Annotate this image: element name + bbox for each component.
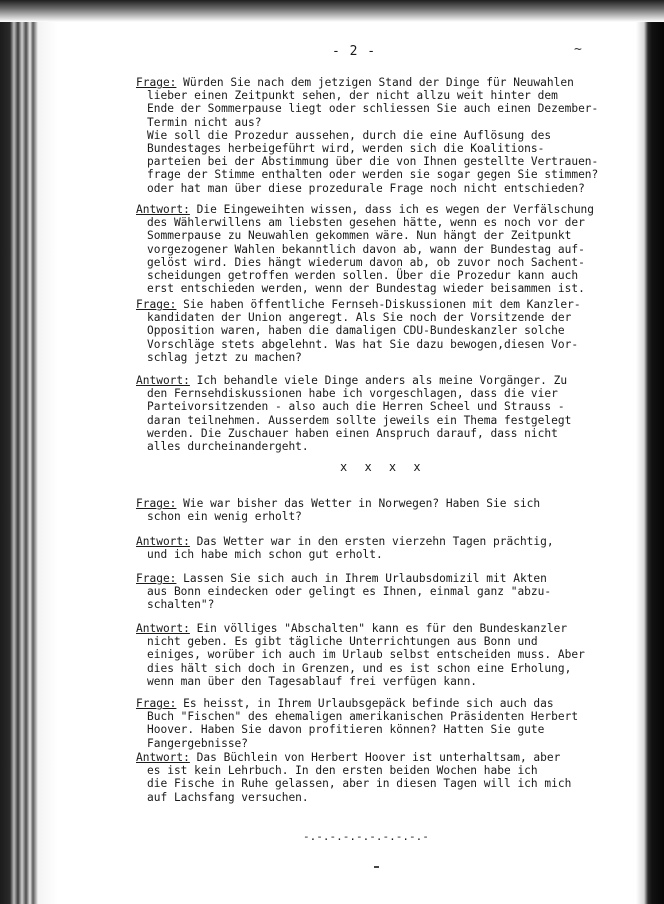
end-marker: -.-.-.-.-.-.-.-.-.- (303, 830, 429, 843)
line-text: aus Bonn eindecken oder gelingt es Ihnen, einmal ganz "abzu- (147, 585, 552, 599)
text-line (138, 216, 638, 229)
question-block (138, 298, 638, 364)
scan-border-right (636, 0, 664, 904)
text-line (138, 585, 638, 598)
line-text: Hoover. Haben Sie davon profitieren können? Hatten Sie gute (147, 723, 545, 737)
line-text: vorgezogener Wahlen bekanntlich davon ab, wann der Bundestag auf- (147, 242, 585, 256)
corner-mark: ~ (574, 42, 582, 57)
line-text: Parteivorsitzenden - also auch die Herren Scheel und Strauss - (147, 400, 565, 414)
line-text: parteien bei der Abstimmung über die von Ihnen gestellte Vertrauen- (147, 155, 599, 169)
speaker-label: Antwort: (136, 622, 190, 635)
line-text: lieber einen Zeitpunkt sehen, der nicht allzu weit hinter dem (147, 89, 558, 103)
line-text: wenn man über den Tagesablauf frei verfügen kann. (147, 674, 478, 688)
line-text: auf Lachsfang versuchen. (147, 790, 309, 804)
line-text: einiges, worüber ich auch im Urlaub selbst entscheiden muss. Aber (147, 648, 585, 662)
line-text: schlag jetzt zu machen? (147, 350, 302, 364)
text-line (138, 710, 638, 723)
line-text: gelöst wird. Dies hängt wiederum davon ab, ob zuvor noch Sachent- (147, 255, 585, 269)
speaker-label: Antwort: (136, 374, 190, 387)
line-text: Es heisst, in Ihrem Urlaubsgepäck befinde sich auch das (183, 697, 554, 710)
line-text: Ein völliges "Abschalten" kann es für den Bundeskanzler (196, 622, 568, 635)
text-line (138, 440, 638, 453)
speaker-label: Antwort: (136, 751, 190, 764)
text-line (136, 298, 638, 311)
line-text: Würden Sie nach dem jetzigen Stand der Dinge für Neuwahlen (183, 76, 574, 89)
speaker-label: Frage: (136, 298, 177, 311)
line-text: Das Wetter war in den ersten vierzehn Tagen prächtig, (196, 535, 554, 548)
text-line (138, 662, 638, 675)
text-line (136, 497, 638, 510)
text-line (138, 351, 638, 364)
line-text: Wie war bisher das Wetter in Norwegen? Haben Sie sich (183, 497, 541, 510)
line-text: Sie haben öffentliche Fernseh-Diskussionen mit dem Kanzler- (183, 298, 581, 311)
line-text: Die Eingeweihten wissen, dass ich es wegen der Verfälschung (196, 203, 595, 216)
answer-block (138, 203, 638, 295)
text-line (136, 622, 638, 635)
line-text: Wie soll die Prozedur aussehen, durch die eine Auflösung des (147, 128, 552, 142)
text-line (138, 338, 638, 351)
line-text: frage der Stimme enthalten oder werden sie sogar gegen Sie stimmen? (147, 168, 599, 182)
answer-block (138, 751, 638, 804)
line-text: Ende der Sommerpause liegt oder schliessen Sie auch einen Dezember- (147, 102, 599, 116)
line-text: die Fische in Ruhe gelassen, aber in diesen Tagen will ich mich (147, 777, 572, 791)
text-line (138, 168, 638, 181)
text-line (138, 256, 638, 269)
line-text: Sommerpause zu Neuwahlen gekommen wäre. Nun hängt der Zeitpunkt (147, 229, 572, 243)
line-text: des Wählerwillens am liebsten gesehen hätte, wenn es noch vor der (147, 216, 585, 230)
text-line (138, 427, 638, 440)
line-text: schalten"? (147, 598, 215, 612)
line-text: scheidungen getroffen werden sollen. Über die Prozedur kann auch (147, 269, 579, 283)
text-line (136, 572, 638, 585)
line-text: alles durcheinandergeht. (147, 440, 309, 454)
text-line (138, 142, 638, 155)
text-line (138, 777, 638, 790)
text-line (138, 116, 638, 129)
question-block (138, 76, 638, 195)
line-text: Bundestages herbeigeführt wird, werden sich die Koalitions- (147, 142, 545, 156)
answer-block (138, 535, 638, 561)
text-line (138, 737, 638, 750)
line-text: oder hat man über diese prozedurale Frage noch nicht entschieden? (147, 181, 585, 195)
text-line (138, 764, 638, 777)
text-line (138, 648, 638, 661)
speaker-label: Frage: (136, 572, 177, 585)
text-line (138, 414, 638, 427)
text-line (136, 374, 638, 387)
section-separator: x x x x (340, 460, 426, 474)
line-text: erst entschieden werden, wenn der Bundestag wieder beisammen ist. (147, 282, 585, 296)
text-line (138, 635, 638, 648)
line-text: werden. Die Zuschauer haben einen Anspruch darauf, dass nicht (147, 426, 558, 440)
line-text: Das Büchlein von Herbert Hoover ist unterhaltsam, aber (196, 751, 561, 764)
question-block (138, 697, 638, 750)
page-number: - 2 - (332, 44, 377, 59)
text-line (138, 155, 638, 168)
text-line (138, 324, 638, 337)
question-block (138, 497, 638, 523)
text-line (138, 723, 638, 736)
text-line (138, 311, 638, 324)
text-line (138, 282, 638, 295)
text-line (138, 89, 638, 102)
line-text: Ich behandle viele Dinge anders als meine Vorgänger. Zu (196, 374, 568, 387)
line-text: schon ein wenig erholt? (147, 510, 302, 524)
answer-block (138, 374, 638, 453)
text-line (138, 598, 638, 611)
speaker-label: Frage: (136, 697, 177, 710)
line-text: es ist kein Lehrbuch. In den ersten beiden Wochen habe ich (147, 764, 538, 778)
text-line (136, 751, 638, 764)
line-text: kandidaten der Union angeregt. Als Sie noch der Vorsitzende der (147, 311, 572, 325)
line-text: Opposition waren, haben die damaligen CDU-Bundeskanzler solche (147, 324, 565, 338)
scan-border-left (0, 0, 58, 904)
text-line (138, 675, 638, 688)
speaker-label: Antwort: (136, 535, 190, 548)
line-text: daran teilnehmen. Ausserdem sollte jeweils ein Thema festgelegt (147, 413, 572, 427)
line-text: Buch "Fischen" des ehemaligen amerikanischen Präsidenten Herbert (147, 710, 579, 724)
text-line (136, 697, 638, 710)
line-text: den Fernsehdiskussionen habe ich vorgeschlagen, dass die vier (147, 387, 558, 401)
text-line (138, 229, 638, 242)
text-line (138, 510, 638, 523)
line-text: nicht geben. Es gibt tägliche Unterrichtungen aus Bonn und (147, 635, 538, 649)
text-line (138, 387, 638, 400)
line-text: dies hält sich doch in Grenzen, und es ist schon eine Erholung, (147, 661, 572, 675)
text-line (138, 400, 638, 413)
line-text: Fangergebnisse? (147, 736, 249, 750)
text-line (138, 182, 638, 195)
text-line (138, 243, 638, 256)
text-line (136, 76, 638, 89)
scan-speck (374, 866, 379, 868)
line-text: Lassen Sie sich auch in Ihrem Urlaubsdomizil mit Akten (183, 572, 547, 585)
speaker-label: Antwort: (136, 203, 190, 216)
scan-border-top (0, 0, 664, 22)
speaker-label: Frage: (136, 497, 177, 510)
question-block (138, 572, 638, 612)
text-line (136, 535, 638, 548)
text-line (138, 102, 638, 115)
text-line (138, 791, 638, 804)
answer-block (138, 622, 638, 688)
text-line (138, 129, 638, 142)
text-line (138, 269, 638, 282)
line-text: und ich habe mich schon gut erholt. (147, 548, 383, 562)
line-text: Termin nicht aus? (147, 115, 262, 129)
text-line (138, 548, 638, 561)
text-line (136, 203, 638, 216)
speaker-label: Frage: (136, 76, 177, 89)
line-text: Vorschläge stets abgelehnt. Was hat Sie dazu bewogen,diesen Vor- (147, 337, 579, 351)
